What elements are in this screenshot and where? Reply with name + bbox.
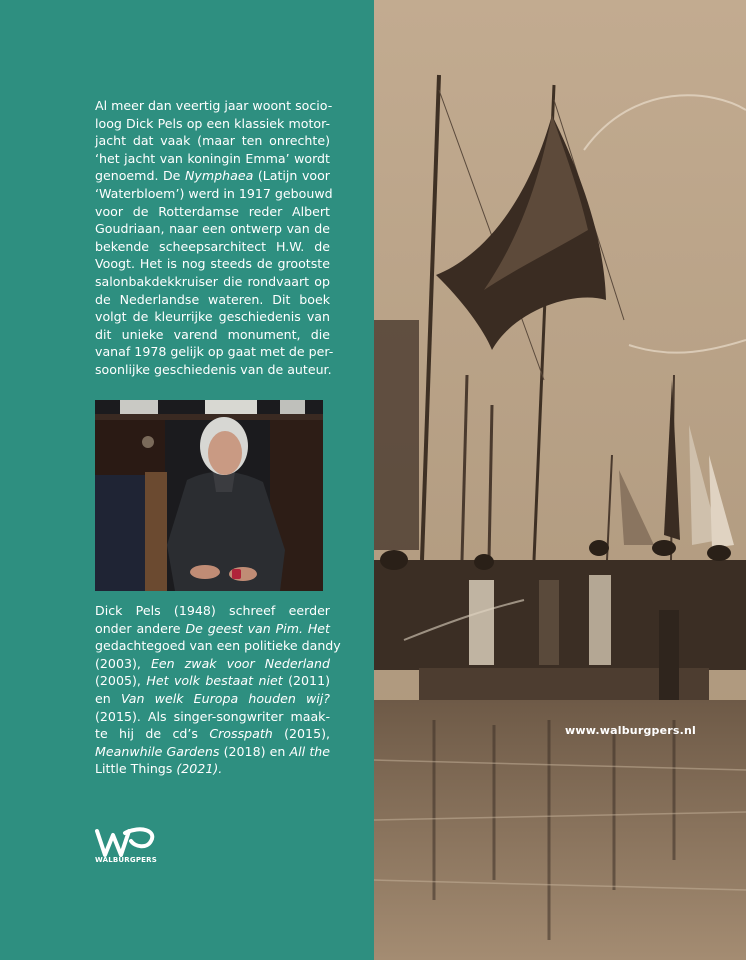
- harbor-photo-image: [374, 0, 746, 960]
- blurb-line: bekende scheepsarchitect H.W. de: [95, 238, 330, 254]
- bio-line: onder andere De geest van Pim. Het: [95, 620, 330, 636]
- blurb-line: salonbakdekkruiser die rondvaart op: [95, 273, 330, 289]
- blurb-line: soonlijke geschiedenis van de auteur.: [95, 361, 332, 377]
- blurb-line: jacht dat vaak (maar ten onrechte): [95, 133, 330, 149]
- blurb-line: volgt de kleurrijke geschiedenis van: [95, 309, 330, 325]
- author-bio-text: [95, 602, 341, 778]
- cover-photo: [374, 0, 746, 960]
- blurb-line: dit unieke varend monument, die: [95, 326, 330, 342]
- blurb-line: genoemd. De Nymphaea (Latijn voor: [95, 168, 330, 184]
- blurb-line: ‘Waterbloem’) werd in 1917 gebouwd: [95, 185, 333, 201]
- blurb-line: ‘het jacht van koningin Emma’ wordt: [95, 150, 330, 166]
- bio-line: (2003), Een zwak voor Nederland: [95, 655, 330, 671]
- bio-line: en Van welk Europa houden wij?: [95, 690, 330, 706]
- author-photo: [95, 400, 323, 591]
- bio-line: Little Things (2021).: [95, 761, 223, 777]
- blurb-line: voor de Rotterdamse reder Albert: [95, 203, 330, 219]
- author-photo-image: [95, 400, 323, 591]
- blurb-line: Voogt. Het is nog steeds de grootste: [95, 256, 330, 272]
- blurb-text: [95, 97, 334, 379]
- bio-line: (2015). Als singer-songwriter maak-: [95, 708, 330, 724]
- blurb-line: Goudriaan, naar een ontwerp van de: [95, 221, 330, 237]
- bio-line: te hij de cd’s Crosspath (2015),: [95, 726, 331, 742]
- bio-line: Meanwhile Gardens (2018) en All the: [95, 743, 330, 759]
- blurb-line: loog Dick Pels op een klassiek motor-: [95, 115, 330, 131]
- bio-line: (2005), Het volk bestaat niet (2011): [95, 673, 330, 689]
- blurb-line: de Nederlandse wateren. Dit boek: [95, 291, 330, 307]
- blurb-line: Al meer dan veertig jaar woont socio-: [95, 98, 333, 113]
- publisher-name: WALBURGPERS: [95, 856, 157, 864]
- bio-line: gedachtegoed van een politieke dandy: [95, 638, 341, 654]
- publisher-website: www.walburgpers.nl: [565, 724, 697, 737]
- bio-line: Dick Pels (1948) schreef eerder: [95, 603, 330, 618]
- blurb-line: vanaf 1978 gelijk op gaat met de per-: [95, 344, 334, 360]
